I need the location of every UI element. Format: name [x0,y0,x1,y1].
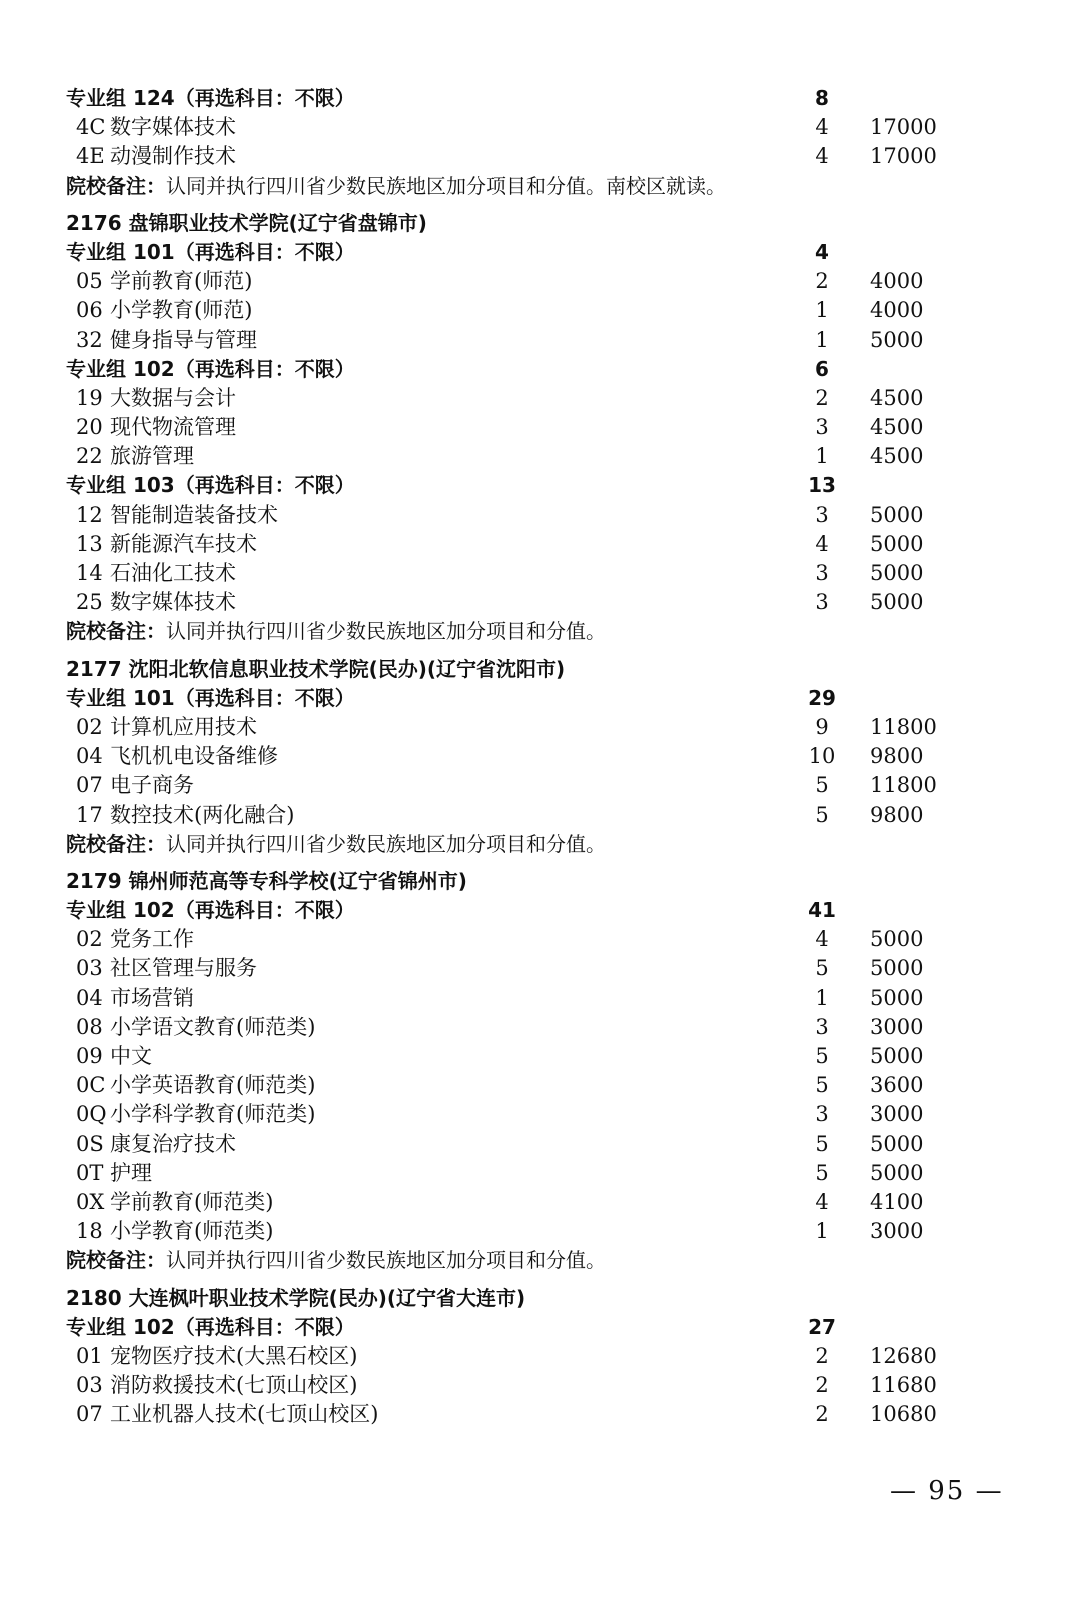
school-note [66,830,1026,859]
major-group-header [66,471,1026,500]
school-header [66,655,1026,684]
major-code: 07 [76,773,103,798]
school-title: 2177 沈阳北软信息职业技术学院(民办)(辽宁省沈阳市) [66,656,566,681]
major-count: 5 [815,802,829,827]
major-fee: 5000 [870,927,924,952]
major-row [66,1130,1026,1159]
major-row [66,1159,1026,1188]
major-count: 1 [815,1219,829,1244]
school-header [66,1284,1026,1313]
document-body [66,84,1026,1429]
major-row [66,530,1026,559]
major-name: 市场营销 [110,985,194,1010]
major-code: 0Q [76,1102,107,1127]
major-code: 17 [76,802,103,827]
school-title: 2180 大连枫叶职业技术学院(民办)(辽宁省大连市) [66,1285,526,1310]
major-code: 0X [76,1189,105,1214]
major-name: 宠物医疗技术(大黑石校区) [110,1343,358,1368]
major-fee: 11800 [870,714,937,739]
major-name: 学前教育(师范类) [110,1189,274,1214]
major-fee: 11680 [870,1373,937,1398]
major-fee: 12680 [870,1343,937,1368]
major-count: 3 [815,1102,829,1127]
school-note-text: 认同并执行四川省少数民族地区加分项目和分值。南校区就读。 [166,173,726,198]
school-note-label: 院校备注： [66,1248,166,1273]
major-count: 3 [815,415,829,440]
major-count: 5 [815,1131,829,1156]
major-count: 10 [808,744,836,769]
major-count: 1 [815,444,829,469]
major-count: 5 [815,956,829,981]
group-title: 专业组 124（再选科目：不限） [66,86,355,110]
major-row [66,1188,1026,1217]
group-count: 6 [815,356,829,381]
major-fee: 4500 [870,385,924,410]
major-count: 2 [815,1402,829,1427]
major-count: 5 [815,1073,829,1098]
major-row [66,954,1026,983]
group-title: 专业组 102（再选科目：不限） [66,898,355,923]
major-code: 32 [76,327,103,352]
school-header [66,867,1026,896]
major-name: 数控技术(两化融合) [110,802,295,827]
major-fee: 5000 [870,1044,924,1068]
major-code: 03 [76,956,103,981]
major-row [66,771,1026,800]
school-note-label: 院校备注： [66,619,166,644]
major-row [66,742,1026,771]
major-count: 1 [815,298,829,323]
major-code: 03 [76,1373,103,1398]
major-fee: 5000 [870,561,924,585]
major-name: 新能源汽车技术 [110,531,257,556]
major-group-header [66,684,1026,713]
major-fee: 5000 [870,502,924,527]
major-row [66,501,1026,530]
major-code: 4E [76,144,105,169]
major-count: 4 [815,531,829,556]
major-row [66,296,1026,325]
major-name: 智能制造装备技术 [110,502,278,527]
group-count: 41 [808,898,836,923]
school-title: 2179 锦州师范高等专科学校(辽宁省锦州市) [66,868,467,893]
school-note-content [66,617,606,646]
major-fee: 11800 [870,773,937,798]
major-name: 计算机应用技术 [110,714,257,739]
major-fee: 5000 [870,1160,924,1185]
major-count: 3 [815,590,829,615]
major-fee: 4000 [870,269,924,294]
major-row [66,142,1026,171]
group-title: 专业组 102（再选科目：不限） [66,356,355,381]
major-count: 2 [815,385,829,410]
major-fee: 5000 [870,327,924,352]
major-fee: 4500 [870,415,924,440]
major-row [66,1042,1026,1071]
major-name: 小学英语教育(师范类) [110,1073,316,1098]
major-row [66,801,1026,830]
major-row [66,326,1026,355]
major-code: 12 [76,502,103,527]
major-name: 大数据与会计 [110,385,236,410]
major-fee: 9800 [870,802,924,827]
major-name: 康复治疗技术 [110,1131,236,1156]
major-name: 石油化工技术 [110,561,236,585]
major-fee: 3600 [870,1073,924,1098]
major-group-header [66,355,1026,384]
major-fee: 3000 [870,1014,924,1039]
major-name: 消防救援技术(七顶山校区) [110,1373,358,1398]
major-group-header [66,84,1026,113]
major-fee: 4500 [870,444,924,469]
major-fee: 17000 [870,115,937,140]
major-count: 4 [815,927,829,952]
major-group-header [66,1313,1026,1342]
school-note-text: 认同并执行四川省少数民族地区加分项目和分值。 [166,1248,606,1273]
major-row [66,1071,1026,1100]
major-code: 04 [76,985,103,1010]
group-count: 8 [815,86,829,110]
school-note-text: 认同并执行四川省少数民族地区加分项目和分值。 [166,831,606,856]
major-code: 20 [76,415,103,440]
major-fee: 5000 [870,590,924,615]
major-row [66,1342,1026,1371]
major-name: 动漫制作技术 [110,144,236,169]
major-code: 19 [76,385,103,410]
school-note-content [66,830,606,859]
major-row [66,1100,1026,1129]
major-name: 电子商务 [110,773,194,798]
major-fee: 4000 [870,298,924,323]
major-row [66,113,1026,142]
major-fee: 3000 [870,1219,924,1244]
school-header [66,209,1026,238]
major-count: 4 [815,1189,829,1214]
major-count: 9 [815,714,829,739]
major-code: 0C [76,1073,106,1098]
major-name: 学前教育(师范) [110,269,253,294]
group-count: 29 [808,685,836,710]
major-group-header [66,896,1026,925]
group-title: 专业组 101（再选科目：不限） [66,685,355,710]
major-code: 02 [76,927,103,952]
major-row [66,559,1026,588]
major-name: 护理 [110,1160,152,1185]
group-count: 27 [808,1314,836,1339]
major-code: 22 [76,444,103,469]
major-name: 数字媒体技术 [110,115,236,140]
major-name: 旅游管理 [110,444,194,469]
major-name: 现代物流管理 [110,415,236,440]
major-row [66,1217,1026,1246]
major-count: 2 [815,269,829,294]
school-note-content [66,172,726,201]
major-code: 18 [76,1219,103,1244]
major-code: 08 [76,1014,103,1039]
major-code: 13 [76,531,103,556]
major-count: 1 [815,985,829,1010]
major-count: 3 [815,561,829,585]
school-note-label: 院校备注： [66,173,166,198]
major-row [66,384,1026,413]
major-fee: 4100 [870,1189,924,1214]
major-row [66,1400,1026,1429]
group-count: 4 [815,239,829,264]
page-number: — 95 — [890,1476,1004,1506]
major-fee: 9800 [870,744,924,769]
major-fee: 10680 [870,1402,937,1427]
major-code: 07 [76,1402,103,1427]
major-row [66,442,1026,471]
school-note-label: 院校备注： [66,831,166,856]
major-name: 中文 [110,1044,152,1068]
major-count: 3 [815,502,829,527]
major-name: 数字媒体技术 [110,590,236,615]
major-name: 工业机器人技术(七顶山校区) [110,1402,379,1427]
major-count: 2 [815,1343,829,1368]
major-row [66,413,1026,442]
major-code: 06 [76,298,103,323]
major-count: 4 [815,115,829,140]
major-code: 0S [76,1131,104,1156]
school-title: 2176 盘锦职业技术学院(辽宁省盘锦市) [66,210,427,235]
major-name: 健身指导与管理 [110,327,257,352]
group-count: 13 [808,473,836,498]
major-row [66,588,1026,617]
major-count: 4 [815,144,829,169]
major-name: 党务工作 [110,927,194,952]
major-row [66,984,1026,1013]
major-count: 5 [815,1044,829,1068]
group-title: 专业组 103（再选科目：不限） [66,473,355,498]
group-title: 专业组 102（再选科目：不限） [66,1314,355,1339]
school-note [66,617,1026,646]
major-fee: 5000 [870,531,924,556]
major-name: 飞机机电设备维修 [110,744,278,769]
group-title: 专业组 101（再选科目：不限） [66,239,355,264]
major-count: 5 [815,1160,829,1185]
major-code: 25 [76,590,103,615]
major-fee: 5000 [870,985,924,1010]
major-group-header [66,238,1026,267]
major-name: 小学教育(师范类) [110,1219,274,1244]
major-count: 2 [815,1373,829,1398]
major-code: 01 [76,1343,103,1368]
major-row [66,925,1026,954]
major-code: 0T [76,1160,104,1185]
major-count: 5 [815,773,829,798]
major-code: 05 [76,269,103,294]
major-fee: 3000 [870,1102,924,1127]
major-name: 社区管理与服务 [110,956,257,981]
major-code: 4C [76,115,106,140]
major-row [66,267,1026,296]
major-count: 1 [815,327,829,352]
major-row [66,1371,1026,1400]
major-code: 14 [76,561,103,585]
school-note [66,172,1026,201]
major-fee: 17000 [870,144,937,169]
major-code: 04 [76,744,103,769]
major-code: 09 [76,1044,103,1068]
major-code: 02 [76,714,103,739]
major-fee: 5000 [870,1131,924,1156]
major-row [66,1013,1026,1042]
major-name: 小学语文教育(师范类) [110,1014,316,1039]
school-note-content [66,1246,606,1275]
major-name: 小学科学教育(师范类) [110,1102,316,1127]
school-note [66,1246,1026,1275]
major-name: 小学教育(师范) [110,298,253,323]
major-fee: 5000 [870,956,924,981]
major-row [66,713,1026,742]
major-count: 3 [815,1014,829,1039]
school-note-text: 认同并执行四川省少数民族地区加分项目和分值。 [166,619,606,644]
